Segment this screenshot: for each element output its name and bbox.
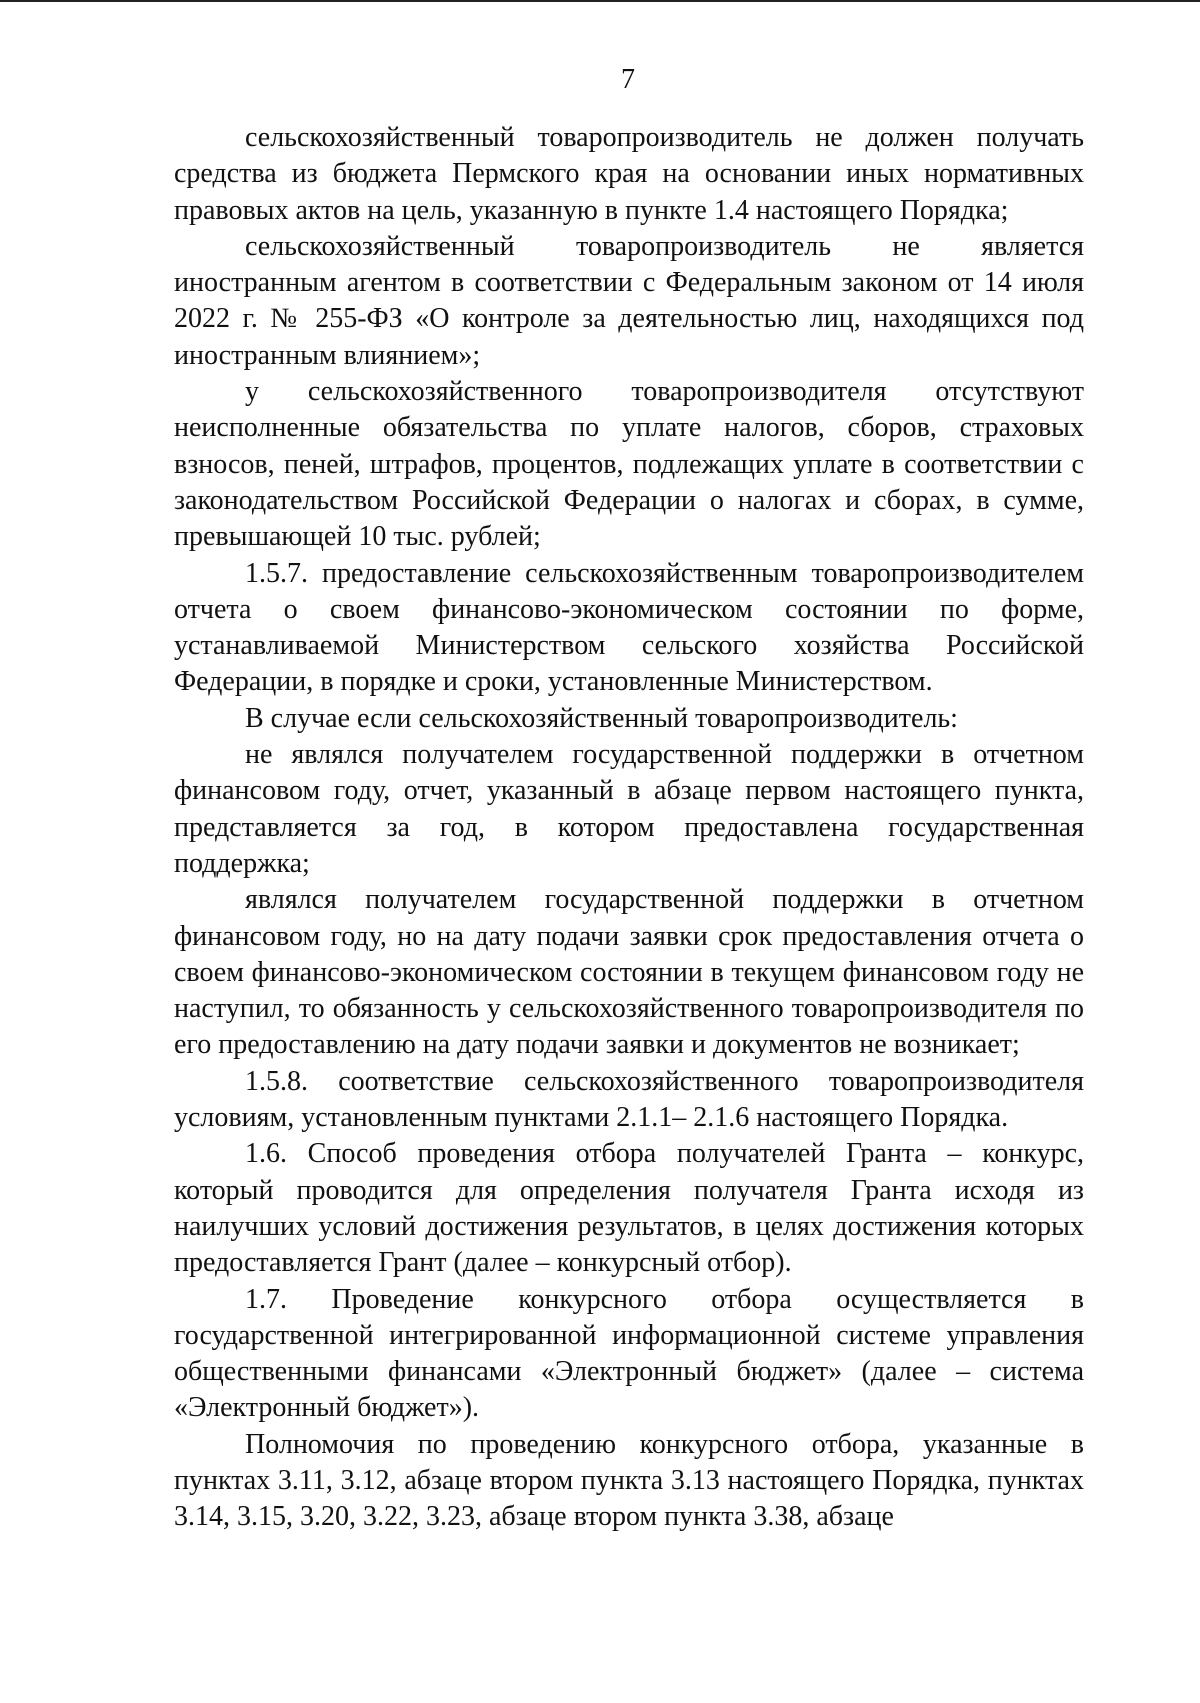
paragraph: сельскохозяйственный товаропроизводитель не является иностранным агентом в соответствии с Федеральным законом от 14 июля 2022 г. № 255-ФЗ «О контроле за деятельностью лиц, находящихся под иностранным влиянием»; bbox=[174, 230, 1084, 371]
paragraph: у сельскохозяйственного товаропроизводителя отсутствуют неисполненные обязательства по уплате налогов, сборов, страховых взносов, пеней, штрафов, процентов, подлежащих уплате в соответствии с законодательством Российской Федерации о налогах и сборах, в сумме, превышающей 10 тыс. рублей; bbox=[174, 376, 1084, 553]
paragraph: 1.6. Способ проведения отбора получателей Гранта – конкурс, который проводится для определения получателя Гранта исходя из наилучших условий достижения результатов, в целях достижения которых предоставляется Грант (далее – конкурсный отбор). bbox=[174, 1138, 1084, 1279]
paragraph: В случае если сельскохозяйственный товаропроизводитель: bbox=[245, 702, 958, 734]
paragraph: сельскохозяйственный товаропроизводитель не должен получать средства из бюджета Пермского края на основании иных нормативных правовых актов на цель, указанную в пункте 1.4 настоящего Порядка; bbox=[174, 122, 1084, 226]
paragraph: 1.5.8. соответствие сельскохозяйственного товаропроизводителя условиям, установленным пунктами 2.1.1– 2.1.6 настоящего Порядка. bbox=[174, 1065, 1084, 1134]
paragraph: 1.5.7. предоставление сельскохозяйственным товаропроизводителем отчета о своем финансово-экономическом состоянии по форме, устанавливаемой Министерством сельского хозяйства Российской Федерации, в порядке и сроки, установленные Министерством. bbox=[174, 557, 1084, 698]
paragraph: являлся получателем государственной поддержки в отчетном финансовом году, но на дату подачи заявки срок предоставления отчета о своем финансово-экономическом состоянии в текущем финансовом году не наступил, то обязанность у сельскохозяйственного товаропроизводителя по его предоставлению на дату подачи заявки и документов не возникает; bbox=[174, 884, 1084, 1061]
page-number: 7 bbox=[621, 64, 635, 95]
paragraph: 1.7. Проведение конкурсного отбора осуществляется в государственной интегрированной информационной системе управления общественными финансами «Электронный бюджет» (далее – система «Электронный бюджет»). bbox=[174, 1283, 1084, 1424]
paragraph: не являлся получателем государственной поддержки в отчетном финансовом году, отчет, указанный в абзаце первом настоящего пункта, представляется за год, в котором предоставлена государственная поддержка; bbox=[174, 739, 1084, 879]
paragraph: Полномочия по проведению конкурсного отбора, указанные в пунктах 3.11, 3.12, абзаце втором пункта 3.13 настоящего Порядка, пунктах 3.14, 3.15, 3.20, 3.22, 3.23, абзаце втором пункта 3.38, абзаце bbox=[174, 1428, 1084, 1533]
document-body bbox=[174, 120, 1084, 1536]
